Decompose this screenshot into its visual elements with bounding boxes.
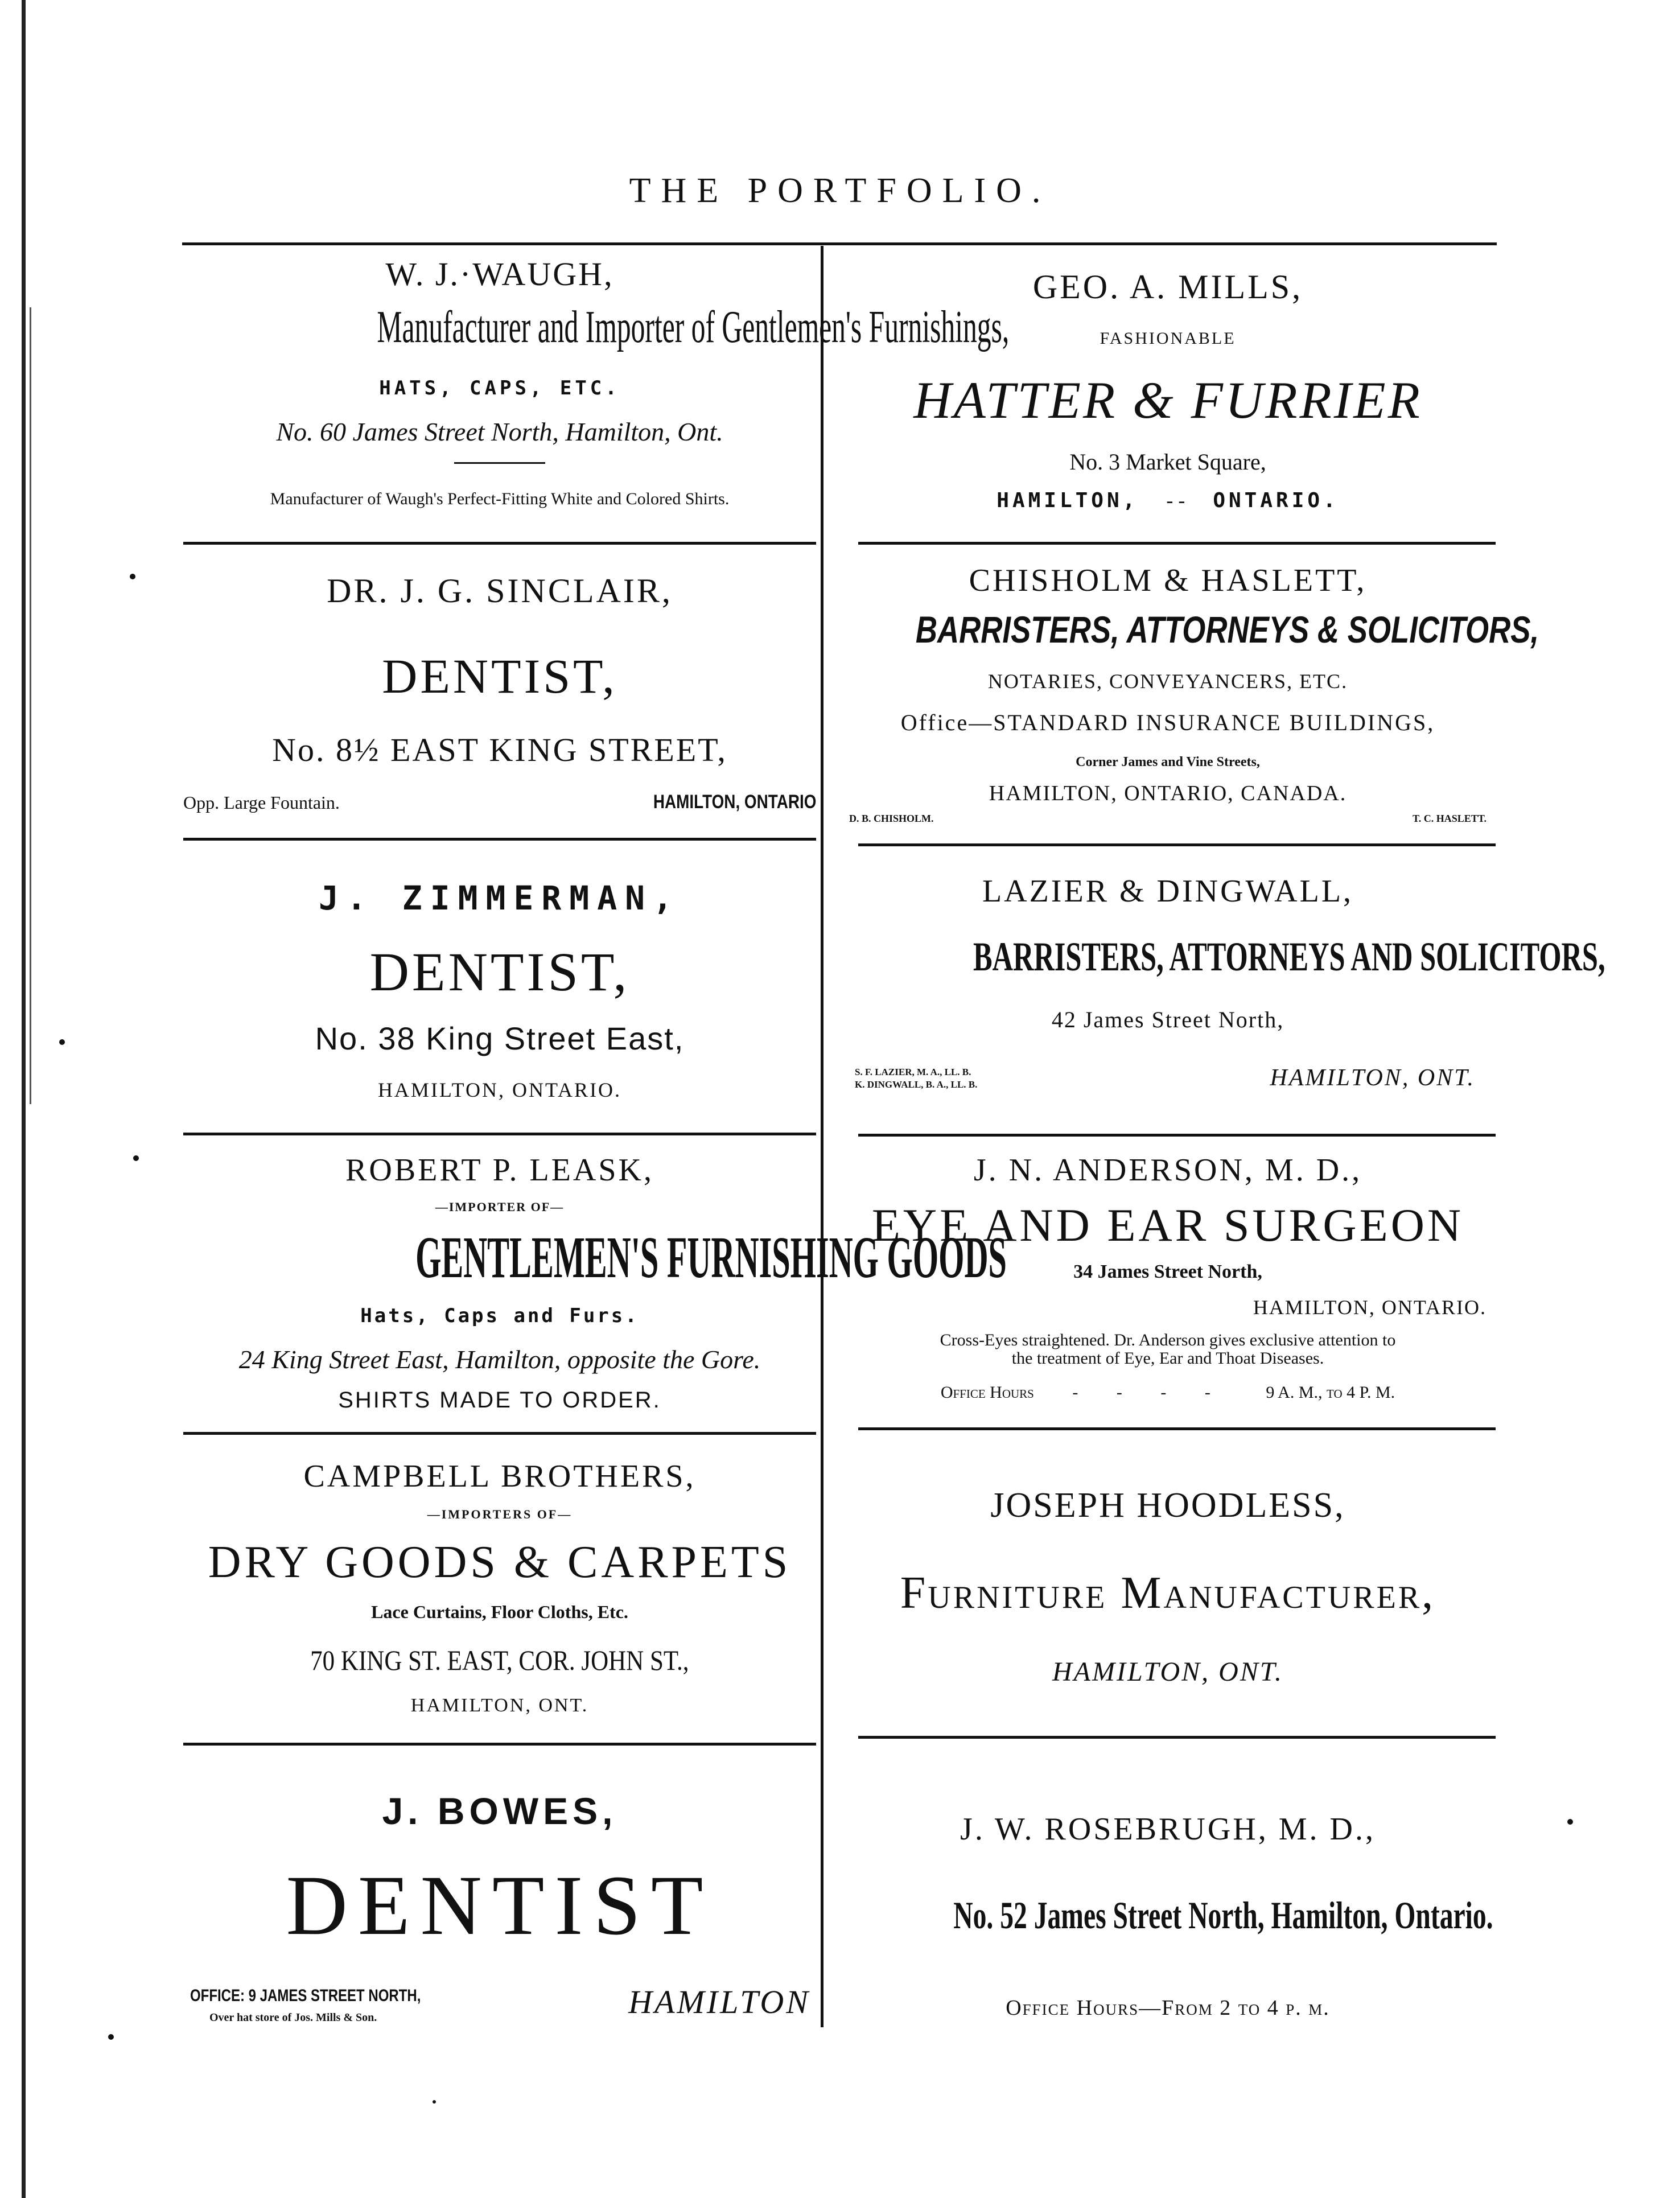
ad-hours: Office Hours—From 2 to 4 p. m. bbox=[1006, 1996, 1330, 2020]
ad-trade bbox=[838, 608, 1539, 651]
page-title: THE PORTFOLIO. bbox=[629, 171, 1051, 210]
ad-address bbox=[183, 1644, 816, 1677]
ad-zimmerman bbox=[183, 845, 816, 1129]
ad-hours-label: Office Hours bbox=[940, 1383, 1034, 1402]
page-edge bbox=[22, 0, 26, 2198]
ad-name: JOSEPH HOODLESS, bbox=[990, 1486, 1345, 1525]
ad-chisholm bbox=[838, 549, 1539, 839]
ad-trade: DENTIST bbox=[286, 1858, 714, 1953]
ad-hoodless bbox=[838, 1434, 1498, 1730]
ad-city: HAMILTON bbox=[628, 1983, 810, 2020]
ad-note: Manufacturer of Waugh's Perfect-Fitting White and Colored Shirts. bbox=[270, 489, 730, 508]
ad-rosebrugh bbox=[838, 1743, 1498, 2039]
ad-address: 34 James Street North, bbox=[1073, 1261, 1262, 1282]
ad-partner: T. C. HASLETT. bbox=[1413, 813, 1487, 824]
ad-address: No. 8½ EAST KING STREET, bbox=[272, 731, 727, 768]
speck bbox=[130, 574, 135, 579]
ad-sub: FASHIONABLE bbox=[1100, 329, 1236, 348]
ad-address: 24 King Street East, Hamilton, opposite the Gore. bbox=[238, 1345, 761, 1374]
ad-office bbox=[190, 1986, 479, 2006]
speck bbox=[133, 1155, 139, 1161]
ad-trade: Furniture Manufacturer, bbox=[900, 1568, 1436, 1618]
ad-name: W. J.·WAUGH, bbox=[385, 256, 614, 293]
ad-trade: DENTIST, bbox=[382, 649, 617, 703]
ad-trade-text: BARRISTERS, ATTORNEYS & SOLICITORS, bbox=[915, 608, 1539, 651]
divider bbox=[858, 1427, 1496, 1430]
ad-waugh bbox=[183, 250, 1010, 535]
ad-trade: DRY GOODS & CARPETS bbox=[208, 1537, 792, 1587]
ad-trade-text: BARRISTERS, ATTORNEYS AND SOLICITORS, bbox=[973, 934, 1605, 979]
ad-right-note: HAMILTON, ONTARIO bbox=[653, 791, 816, 813]
ad-address: 42 James Street North, bbox=[1051, 1007, 1284, 1032]
ad-name: J. W. ROSEBRUGH, M. D., bbox=[960, 1812, 1376, 1847]
ad-city: HAMILTON, ONT. bbox=[410, 1695, 589, 1716]
ad-trade: EYE AND EAR SURGEON bbox=[871, 1199, 1464, 1251]
ad-business bbox=[183, 302, 1010, 353]
ad-note: Cross-Eyes straightened. Dr. Anderson gives exclusive attention to bbox=[940, 1331, 1396, 1349]
ad-sinclair bbox=[183, 549, 816, 833]
ad-trade: DENTIST, bbox=[369, 941, 630, 1002]
top-rule bbox=[182, 242, 1497, 245]
ad-business-text: Manufacturer and Importer of Gentlemen's Furnishings, bbox=[377, 302, 1010, 352]
ad-city: HAMILTON, ONTARIO, CANADA. bbox=[989, 781, 1347, 805]
ad-trade: HATTER & FURRIER bbox=[913, 371, 1422, 429]
ad-name: LAZIER & DINGWALL, bbox=[982, 874, 1354, 909]
ad-bowes bbox=[183, 1750, 816, 2045]
speck bbox=[108, 2034, 114, 2040]
ad-city: HAMILTON, bbox=[997, 489, 1139, 512]
ad-line: Hats, Caps and Furs. bbox=[360, 1304, 639, 1327]
ad-office-note: Over hat store of Jos. Mills & Son. bbox=[209, 2011, 377, 2024]
ad-hours: 9 A. M., to 4 P. M. bbox=[1266, 1383, 1395, 1402]
ad-note: the treatment of Eye, Ear and Thoat Diseases. bbox=[1011, 1349, 1324, 1368]
ad-sub: —IMPORTER OF— bbox=[435, 1200, 565, 1214]
divider bbox=[858, 542, 1496, 545]
ad-city: HAMILTON, ONTARIO. bbox=[1253, 1296, 1487, 1319]
ad-city: HAMILTON, ONT. bbox=[1052, 1657, 1283, 1687]
ad-mills bbox=[838, 250, 1498, 535]
divider bbox=[858, 1736, 1496, 1739]
ad-name: J. BOWES, bbox=[382, 1790, 617, 1832]
ad-dash: - - bbox=[1166, 489, 1185, 512]
ad-anderson bbox=[838, 1141, 1498, 1425]
ad-name: CHISHOLM & HASLETT, bbox=[969, 563, 1367, 598]
ad-trade bbox=[838, 933, 1605, 981]
short-rule bbox=[454, 462, 545, 464]
ad-hours-dash: - - - - bbox=[1072, 1383, 1228, 1402]
divider bbox=[858, 1134, 1496, 1137]
ad-hours-row bbox=[838, 1383, 1498, 1402]
divider bbox=[183, 542, 816, 545]
ad-name: J. N. ANDERSON, M. D., bbox=[973, 1152, 1362, 1188]
ad-partner: K. DINGWALL, B. A., LL. B. bbox=[855, 1079, 978, 1090]
ad-address-text: 70 KING ST. EAST, COR. JOHN ST., bbox=[310, 1644, 689, 1676]
ad-line: NOTARIES, CONVEYANCERS, ETC. bbox=[987, 670, 1348, 693]
ad-line: HATS, CAPS, ETC. bbox=[379, 377, 620, 400]
ad-office: Office—STANDARD INSURANCE BUILDINGS, bbox=[900, 710, 1435, 735]
ad-province: ONTARIO. bbox=[1213, 489, 1339, 512]
ad-address-text: No. 52 James Street North, Hamilton, Ontario. bbox=[953, 1894, 1493, 1937]
divider bbox=[183, 1133, 816, 1135]
divider bbox=[858, 843, 1496, 846]
ad-campbell bbox=[183, 1439, 816, 1740]
divider bbox=[183, 838, 816, 841]
ad-address: No. 3 Market Square, bbox=[1069, 449, 1266, 475]
ad-address bbox=[838, 1893, 1498, 1938]
divider bbox=[183, 1743, 816, 1746]
column-divider bbox=[821, 246, 823, 2027]
ad-name: DR. J. G. SINCLAIR, bbox=[327, 572, 673, 610]
divider bbox=[183, 1432, 816, 1435]
ad-address: No. 60 James Street North, Hamilton, Ont. bbox=[276, 417, 723, 446]
ad-line: Lace Curtains, Floor Cloths, Etc. bbox=[371, 1602, 628, 1622]
ad-address: No. 38 King Street East, bbox=[315, 1020, 685, 1056]
ad-name: CAMPBELL BROTHERS, bbox=[303, 1459, 696, 1494]
ad-trade-text: GENTLEMEN'S FURNISHING GOODS bbox=[415, 1225, 1007, 1290]
ad-corner: Corner James and Vine Streets, bbox=[1076, 755, 1260, 769]
ad-name: ROBERT P. LEASK, bbox=[345, 1152, 654, 1188]
ad-name: GEO. A. MILLS, bbox=[1032, 268, 1303, 306]
ad-sub: —IMPORTERS OF— bbox=[427, 1507, 573, 1521]
speck bbox=[1567, 1819, 1573, 1825]
ad-city: HAMILTON, ONTARIO. bbox=[377, 1079, 622, 1101]
ad-partner: D. B. CHISHOLM. bbox=[849, 813, 934, 824]
ad-note: SHIRTS MADE TO ORDER. bbox=[338, 1388, 661, 1413]
ad-left-note: Opp. Large Fountain. bbox=[183, 792, 340, 813]
ad-lazier bbox=[838, 850, 1605, 1129]
ad-name: J. ZIMMERMAN, bbox=[319, 879, 681, 917]
speck bbox=[59, 1039, 65, 1045]
ad-partner: S. F. LAZIER, M. A., LL. B. bbox=[855, 1067, 971, 1077]
ad-office-text: OFFICE: 9 JAMES STREET NORTH, bbox=[190, 1986, 421, 2005]
ad-city: HAMILTON, ONT. bbox=[1270, 1065, 1475, 1091]
ad-trade bbox=[183, 1224, 1007, 1291]
page-edge-shadow bbox=[30, 307, 31, 1104]
speck bbox=[433, 2100, 436, 2104]
ad-city-row bbox=[838, 488, 1498, 512]
